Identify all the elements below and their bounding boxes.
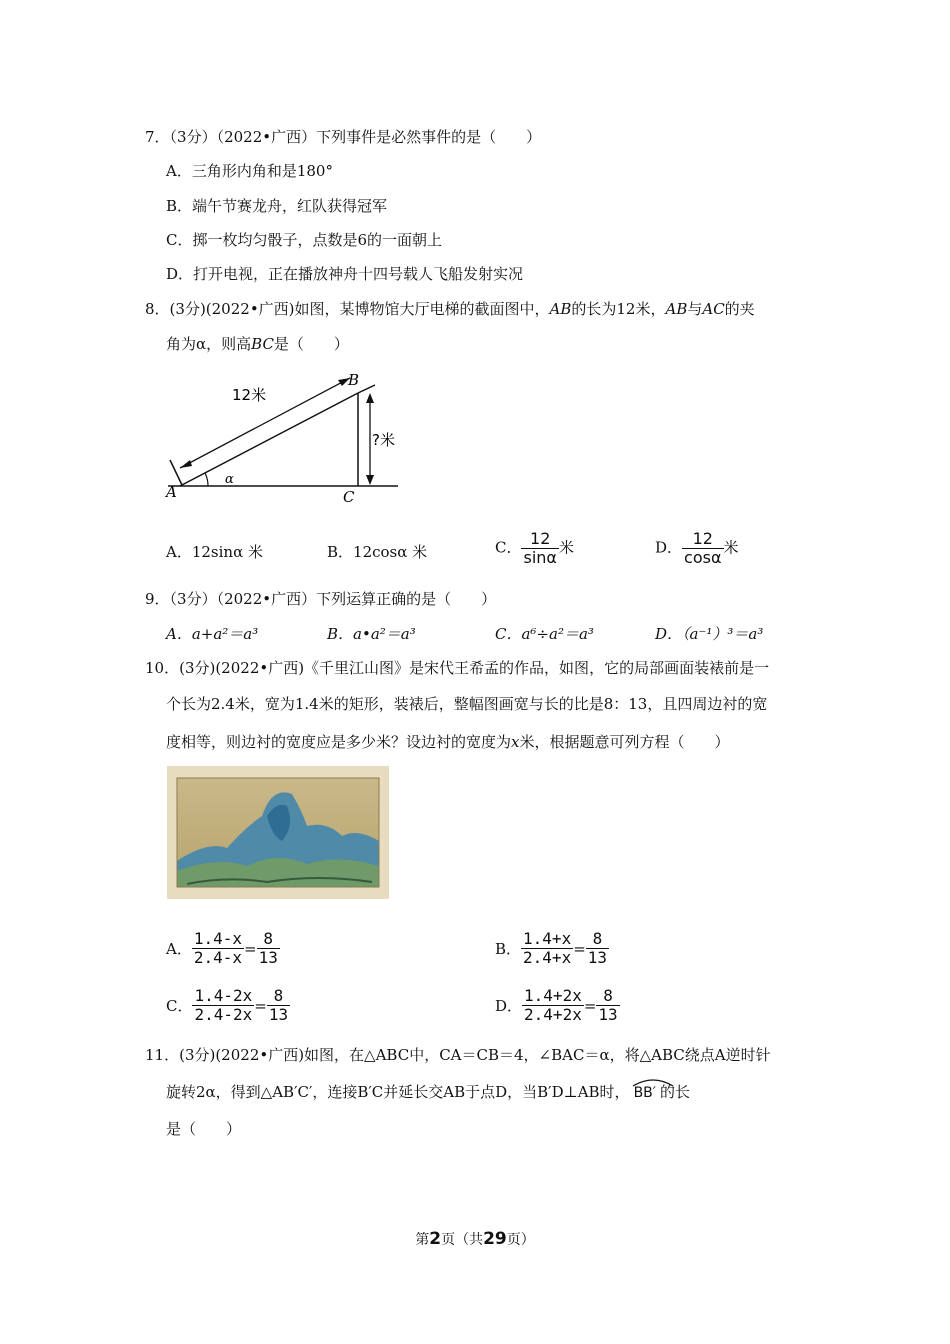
- q7-stem: 7．（3分）（2022•广西）下列事件是必然事件的是（ ）: [145, 128, 542, 146]
- q8-stem-line2: 角为α，则高BC是（ ）: [166, 335, 349, 353]
- q7-option-c: C．掷一枚均匀骰子，点数是6的一面朝上: [166, 231, 443, 249]
- q9-option-b: B．a•a²＝a³: [327, 625, 416, 643]
- landscape-painting: [167, 766, 389, 899]
- q9-option-c: C．a⁶÷a²＝a³: [495, 625, 594, 643]
- q9-option-d: D．（a⁻¹）³＝a³: [655, 625, 764, 643]
- q10-option-c: C． $\frac{1.4-2x}{2.4-2x}$ = $\frac{8}{13}$: [166, 986, 289, 1024]
- q8-option-d: D． $\frac{12}{\cos\alpha}$ 米: [655, 529, 739, 567]
- fig-label-length: 12米: [232, 386, 267, 404]
- escalator-figure: [160, 365, 410, 510]
- q11-stem-line2: 旋转2α，得到△AB′C′，连接B′C并延长交AB于点D，当B′D⊥AB时， BB′ 的长: [166, 1082, 690, 1104]
- q8-option-c: C． $\frac{12}{\sin\alpha}$ 米: [495, 529, 574, 567]
- fig-label-alpha: α: [225, 472, 234, 487]
- fig-label-c: C: [343, 488, 355, 506]
- fig-label-a: A: [166, 483, 177, 501]
- q9-option-a: A．a+a²＝a³: [166, 625, 259, 643]
- q10-stem-line3: 度相等，则边衬的宽度应是多少米？设边衬的宽度为x米，根据题意可列方程（ ）: [166, 733, 730, 751]
- q10-stem-line2: 个长为2.4米，宽为1.4米的矩形，装裱后，整幅图画宽与长的比是8：13，且四周边衬的宽: [166, 695, 768, 713]
- page-footer: 第2页（共29页）: [415, 1229, 535, 1249]
- q10-option-a: A． $\frac{1.4-x}{2.4-x}$ = $\frac{8}{13}$: [166, 929, 278, 967]
- q7-option-d: D．打开电视，正在播放神舟十四号载人飞船发射实况: [166, 265, 524, 283]
- q10-stem-line1: 10．(3分)(2022•广西)《千里江山图》是宋代王希孟的作品，如图，它的局部画面装裱前是一: [145, 659, 770, 677]
- q11-stem-line1: 11．(3分)(2022•广西)如图，在△ABC中，CA＝CB＝4，∠BAC＝α，将△ABC绕点A逆时针: [145, 1046, 771, 1064]
- q8-option-b: B．12cosα 米: [327, 543, 428, 561]
- q10-option-b: B． $\frac{1.4+x}{2.4+x}$ = $\frac{8}{13}$: [495, 929, 608, 967]
- fig-label-height: ?米: [372, 431, 395, 449]
- q11-stem-line3: 是（ ）: [166, 1120, 242, 1138]
- fig-label-b: B: [348, 371, 360, 389]
- q9-stem: 9．（3分）（2022•广西）下列运算正确的是（ ）: [145, 590, 497, 608]
- total-pages: 29: [483, 1229, 507, 1249]
- arc-bb-prime: BB′: [630, 1082, 660, 1104]
- q7-option-a: A．三角形内角和是180°: [166, 162, 333, 180]
- page-number: 2: [429, 1229, 442, 1249]
- q7-option-b: B．端午节赛龙舟，红队获得冠军: [166, 197, 388, 215]
- q10-option-d: D． $\frac{1.4+2x}{2.4+2x}$ = $\frac{8}{13}$: [495, 986, 618, 1024]
- q8-option-a: A．12sinα 米: [166, 543, 263, 561]
- q8-stem-line1: 8．(3分)(2022•广西)如图，某博物馆大厅电梯的截面图中，AB的长为12米，AB与AC的夹: [145, 300, 755, 318]
